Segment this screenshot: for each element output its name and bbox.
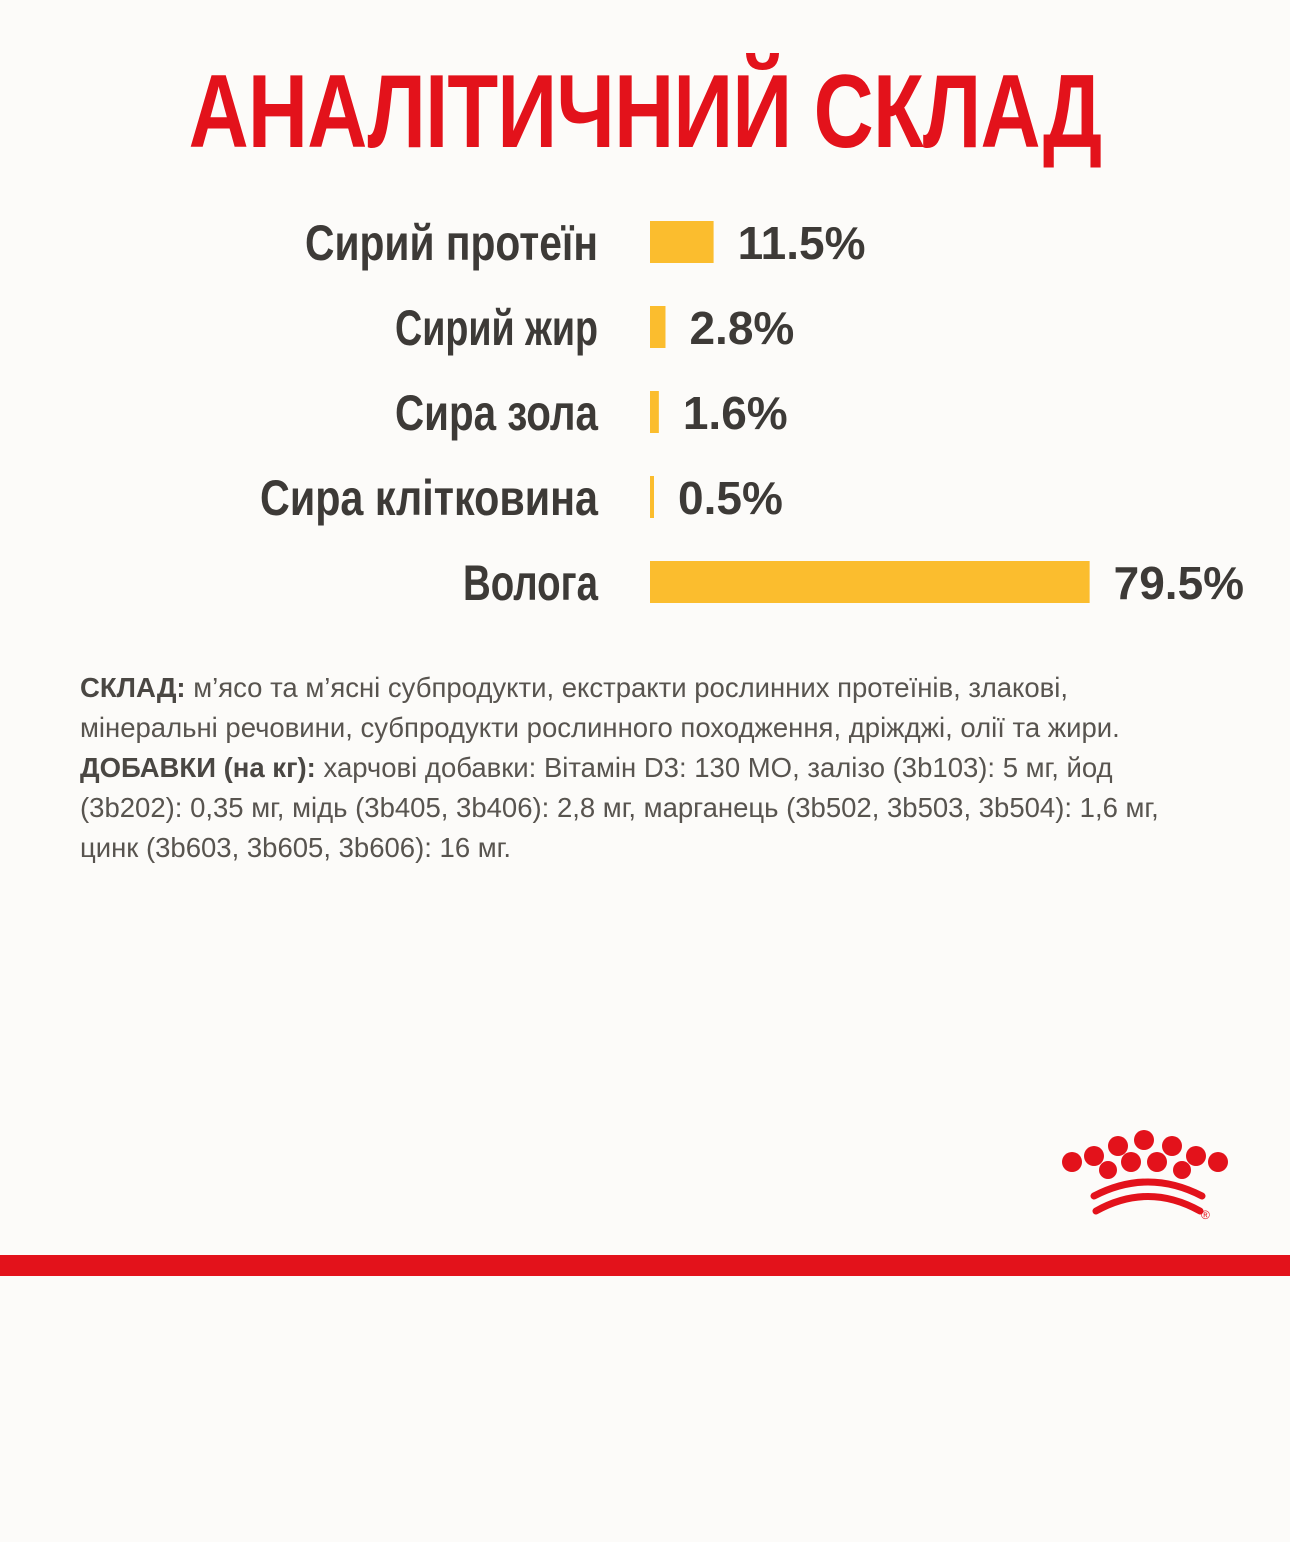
crown-dot [1208,1152,1228,1172]
page-title: АНАЛІТИЧНИЙ СКЛАД [188,54,1102,170]
crown-dot [1173,1161,1191,1179]
crown-dot [1162,1136,1182,1156]
additives-label: ДОБАВКИ (на кг): [80,752,316,783]
value-label: 2.8% [689,302,795,354]
crown-logo-icon [1058,1128,1238,1228]
category-label: Сира зола [395,385,599,441]
ingredients-label: СКЛАД: [80,672,186,703]
category-label: Сирий протеїн [305,215,598,271]
crown-dot [1121,1152,1141,1172]
additives-paragraph [80,748,1210,868]
crown-dot [1147,1152,1167,1172]
crown-arc [1096,1197,1200,1212]
category-label: Волога [463,555,599,611]
crown-dot [1134,1130,1154,1150]
bar [650,561,1090,603]
bar [650,391,659,433]
additives-text: харчові добавки: Вітамін D3: 130 МО, залізо (3b103): 5 мг, йод (3b202): 0,35 мг, мідь (3b405, 3b406): 2,8 мг, марганець (3b502, 3b503, 3b504): 1,6 мг, цинк (3b603, 3b605, 3b606): 16 мг. [80,752,1159,863]
crown-dot [1099,1161,1117,1179]
crown-dot [1084,1146,1104,1166]
bar [650,476,654,518]
composition-bar-chart [0,190,1290,620]
registered-mark: ® [1201,1208,1210,1222]
crown-dot [1186,1146,1206,1166]
bottom-red-stripe [0,1255,1290,1276]
composition-text [80,668,1210,868]
crown-dot [1108,1136,1128,1156]
value-label: 79.5% [1113,557,1245,609]
category-label: Сира клітковина [260,470,599,526]
value-label: 0.5% [678,472,783,524]
value-label: 11.5% [737,217,866,269]
crown-dot [1062,1152,1082,1172]
category-label: Сирий жир [395,300,598,356]
value-label: 1.6% [682,387,788,439]
bar [650,306,665,348]
bar [650,221,714,263]
ingredients-text: м’ясо та м’ясні субпродукти, екстракти рослинних протеїнів, злакові, мінеральні речовини, субпродукти рослинного походження, дріжджі, олії та жири. [80,672,1120,743]
ingredients-paragraph [80,668,1210,748]
